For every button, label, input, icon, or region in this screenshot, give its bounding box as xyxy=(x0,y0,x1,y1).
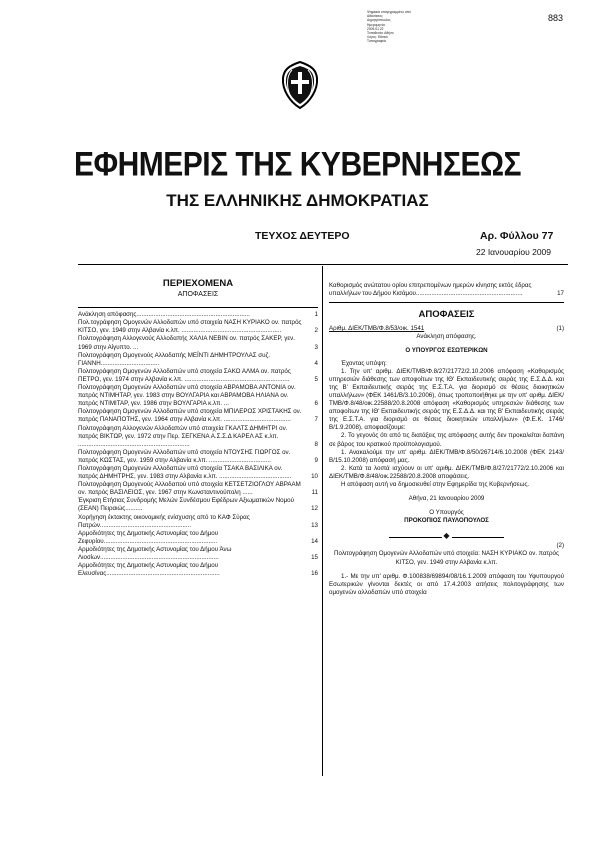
toc-item[interactable]: Χορήγηση έκτακτης οικονομικής ενίσχυσης από το ΚΑΦ Σύρας Πατρών..................................................... 13 xyxy=(78,513,318,529)
toc-item[interactable]: Πολιτογράφηση Αλλογενών Αλλοδαπών υπό στοιχεία ΓΚΑΛΤΣ ΔΗΜΗΤΡΙ ον. πατρός ΒΙΚΤΩΡ, γεν. 1972 στην Περ. ΣΕΓΚΕΝΑ Α.Σ.Σ.Δ ΚΑΡΕΛ ΑΣ κ.λπ. ................................................................. 8 xyxy=(78,424,318,448)
decision-1-ref xyxy=(329,325,564,333)
toc-item[interactable]: Πολιτογράφηση Ομογενών Αλλοδαπών υπό στοιχεία ΤΣΑΚΑ ΒΑΣΙΛΙΚΑ ον. πατρός ΔΗΜΗΤΡΗΣ, γεν. 1983 στην Αλβανία κ.λπ. .......................................... 10 xyxy=(78,464,318,481)
toc-item[interactable]: Ανάκληση απόφασης.................................................................. 1 xyxy=(78,311,318,319)
toc-item[interactable]: Έγκριση Ετήσιας Συνδρομής Μελών Συνδέσμου Εφέδρων Αξιωματικών Νομού (ΣΕΑΝ) Πειραιώς.......... 12 xyxy=(78,497,318,513)
toc-item[interactable]: Πολιτογράφηση Ομογενών Αλλοδαπών υπό στοιχεία ΜΠΙΛΕΡΟΣ ΧΡΙΣΤΑΚΗΣ ον. πατρός ΠΑΝΑΠΟΤΗΣ, γεν. 1964 στην Αλβανία κ.λπ. ....................................... 7 xyxy=(78,408,318,424)
toc-item[interactable]: Πολιτογράφηση Ομογενών Αλλοδαπών υπό στοιχεία ΝΤΟΥΣΗΣ ΓΙΩΡΓΟΣ ον. πατρός ΚΩΣΤΑΣ, γεν. 1959 στην Αλβανία κ.λπ. .................................... 9 xyxy=(78,448,318,464)
stamp-line: Ημερομηνία: xyxy=(367,22,386,27)
toc-item[interactable]: Αρμοδιότητες της Δημοτικής Αστυνομίας του Δήμου Ζεφυρίου.................................................................. 14 xyxy=(78,529,318,545)
decision-1-index: (1) xyxy=(556,325,564,333)
toc-item[interactable]: Αρμοδιότητες της Δημοτικής Αστυνομίας του Δήμου Ελευσίνας.................................................................. 16 xyxy=(78,562,318,578)
digital-signature-stamp xyxy=(367,10,437,44)
toc-item[interactable]: Πολιτογράφηση Ομογενούς Αλλοδαπού υπό στοιχεία ΚΕΤΣΕΤΖΙΟΓΛΟΥ ΑΒΡΑΑΜ ον. πατρός ΒΑΣΙΛΕΙΟΣ, γεν. 1967 στην Κωνσταντινούπολη ...... 11 xyxy=(78,481,318,497)
issue-date: 22 Ιανουαρίου 2009 xyxy=(476,247,552,257)
toc-item[interactable]: Πολιτογράφηση Ομογενών Αλλοδαπών υπό στοιχεία ΑΒΡΑΜΟΒΑ ΑΝΤΟΝΙΑ ον. πατρός ΝΤΙΜΗΤΑΡ, γεν. 1983 στην ΒΟΥΛΓΑΡΙΑ και ΑΒΡΑΜΟΒΑ ΗΛΙΑΝΑ ον. πατρός ΝΤΙΜΙΤΑΡ, γεν. 1986 στην ΒΟΥΛΓΑΡΙΑ κ.λπ. ... 6 xyxy=(78,384,318,408)
stamp-line: 2009.01.22 xyxy=(367,26,384,31)
diamond-icon: ◆ xyxy=(443,531,450,541)
page-number: 883 xyxy=(548,13,564,23)
paragraph: 2. Το γεγονός ότι από τις διατάξεις της απόφασης αυτής δεν προκαλείται δαπάνη σε βάρος του κρατικού προϋπολογισμού. xyxy=(329,432,564,448)
coat-of-arms-icon xyxy=(280,60,320,110)
stamp-line: Ψηφιακά υπογεγραμμένο από xyxy=(367,10,411,14)
decision-2-title: Πολιτογράφηση Ομογενών Αλλοδαπών υπό στοιχεία: ΝΑΣΗ ΚΥΡΙΑΚΟ ον. πατρός ΚΙΤΣΟ, γεν. 1949 στην Αλβανία κ.λπ. xyxy=(334,550,559,566)
decision-2-index: (2) xyxy=(556,542,564,550)
separator xyxy=(329,533,564,542)
signature-date: Αθήνα, 21 Ιανουαρίου 2009 xyxy=(408,495,485,503)
stamp-line: Τυπογραφείο xyxy=(367,39,387,44)
paragraph: 2. Κατά τα λοιπά ισχύουν οι υπ' αριθμ. ΔΙΕΚ/ΤΜΒ/Φ.8/27/21772/2.10.2006 και ΔΙΕΚ/ΤΜΒ/Φ.8/48/οικ.22588/20.8.2008 αποφάσεις. xyxy=(329,464,564,480)
stamp-line: Τοποθεσία: Αθήνα xyxy=(367,31,394,36)
paragraph: 1. Την υπ' αριθμ. ΔΙΕΚ/ΤΜΒ/Φ.8/27/21772/2.10.2006 απόφαση «Καθορισμός υπηρεσιών διάθεσης των αποφοίτων της ΙΘ' Εκπαιδευτικής σειράς της Ε.Σ.Δ.Δ. και της Β' Εκπαιδευτικής σειράς της Ε.Σ.Τ.Α. για διορισμό σε θέσεις διοικητικών υπαλλήλων» (ΦΕΚ 1461/Β/3.10.2006), όπως τροποποιήθηκε με την υπ' αριθμ. ΔΙΕΚ/ΤΜΒ/Φ.8/48/οικ.22588/20.8.2008 απόφαση «Καθορισμός υπηρεσιών διάθεσης των αποφοίτων της ΙΘ' Εκπαιδευτικής σειράς της Ε.Σ.Δ.Δ. και της Β' Εκπαιδευτικής σειράς της Ε.Σ.Τ.Α. για διορισμό σε θέσεις διοικητικών υπαλλήλων» (Φ.Ε.Κ. 1746/Β/1.9.2008), αποφασίζουμε: xyxy=(329,367,564,432)
toc-item[interactable]: Αρμοδιότητες της Δημοτικής Αστυνομίας του Δήμου Άνω Λιοσίων..................................................................... 15 xyxy=(78,545,318,561)
decisions-heading: ΑΠΟΦΑΣΕΙΣ xyxy=(418,309,475,321)
toc-item[interactable]: Πολ.τογράφηση Ομογενών Αλλοδαπών υπό στοιχεία ΝΑΣΗ ΚΥΡΙΑΚΟ ον. πατρός ΚΙΤΣΟ, γεν. 1949 στην Αλβανία κ.λπ. .......................................................... 2 xyxy=(78,319,318,335)
gazette-title: ΕΦΗΜΕΡΙΣ ΤΗΣ ΚΥΒΕΡΝΗΣΕΩΣ xyxy=(73,145,522,184)
contents-end-rule xyxy=(329,302,564,303)
paragraph: Έχοντας υπόψη: xyxy=(341,359,387,367)
contents-column xyxy=(78,280,318,578)
toc-item[interactable]: Πολιτογράφηση Ομογενούς Αλλοδαπής ΜΕΪΝΤΙ ΔΗΜΗΤΡΟΥΛΑΣ συζ. ΓΙΑΝΝΗ.................................. 4 xyxy=(78,351,318,367)
decision-1-number: Αριθμ. ΔΙΕΚ/ΤΜΒ/Φ.8/53/οικ. 1541 xyxy=(329,325,425,333)
signature-name: ΠΡΟΚΟΠΙΟΣ ΠΑΥΛΟΠΟΥΛΟΣ xyxy=(404,517,489,525)
contents-rule xyxy=(78,307,318,308)
contents-heading: ΠΕΡΙΕΧΟΜΕΝΑ xyxy=(162,278,234,289)
decisions-subheading: ΑΠΟΦΑΣΕΙΣ xyxy=(177,291,219,299)
issuing-authority: Ο ΥΠΟΥΡΓΟΣ ΕΣΩΤΕΡΙΚΩΝ xyxy=(405,347,488,355)
toc-item[interactable]: Καθορισμός ανώτατου ορίου επιτρεπομένων ημερών κίνησης εκτός έδρας υπαλλήλων του Δήμου Κισάμου.............................................................. 17 xyxy=(329,282,564,298)
stamp-line: Δημητρόπουλος xyxy=(367,18,391,23)
issue-label: ΤΕΥΧΟΣ ΔΕΥΤΕΡΟ xyxy=(255,230,350,242)
sheet-number: Αρ. Φύλλου 77 xyxy=(480,230,554,242)
decisions-column xyxy=(329,282,564,597)
toc-item[interactable]: Πολιτογράφηση Ομογενών Αλλοδαπών υπό στοιχεία ΣΑΚΟ ΑΛΜΑ ον. πατρός ΠΕΤΡΟ, γεν. 1974 στην Αλβανία κ.λπ. ............................................................. 5 xyxy=(78,367,318,383)
signature-role: Ο Υπουργός xyxy=(429,509,464,517)
column-divider xyxy=(322,266,323,776)
stamp-line: Αθανάσιος xyxy=(367,14,383,19)
stamp-line: Λόγος: Εθνικό xyxy=(367,35,388,40)
paragraph: Η απόφαση αυτή να δημοσιευθεί στην Εφημερίδα της Κυβερνήσεως. xyxy=(341,480,530,488)
paragraph: 1. Ανακαλούμε την υπ' αριθμ. ΔΙΕΚ/ΤΜΒ/Φ.8/50/26714/6.10.2008 (ΦΕΚ 2143/Β/15.10.2008) απόφασή μας. xyxy=(329,448,564,464)
paragraph: 1.- Με την υπ' αριθμ. Φ.100838/69894/08/16.1.2009 απόφαση του Υφυπουργού Εσωτερικών γίνονται δεκτές οι από 17.4.2003 αιτήσεις πολιτογράφησης των ομογενών αλλοδαπών υπό στοιχεία xyxy=(329,572,564,596)
header-divider xyxy=(78,264,568,265)
toc-item[interactable]: Πολιτογράφηση Αλλογενούς Αλλοδαπής ΧΑΛΙΑ ΝΕΒΙΝ ον. πατρός ΣΑΚΕΡ, γεν. 1969 στην Αίγυπτο. ... 3 xyxy=(78,335,318,351)
gazette-subtitle: ΤΗΣ ΕΛΛΗΝΙΚΗΣ ΔΗΜΟΚΡΑΤΙΑΣ xyxy=(166,191,429,210)
decision-1-subject: Ανάκληση απόφασης. xyxy=(416,333,477,341)
